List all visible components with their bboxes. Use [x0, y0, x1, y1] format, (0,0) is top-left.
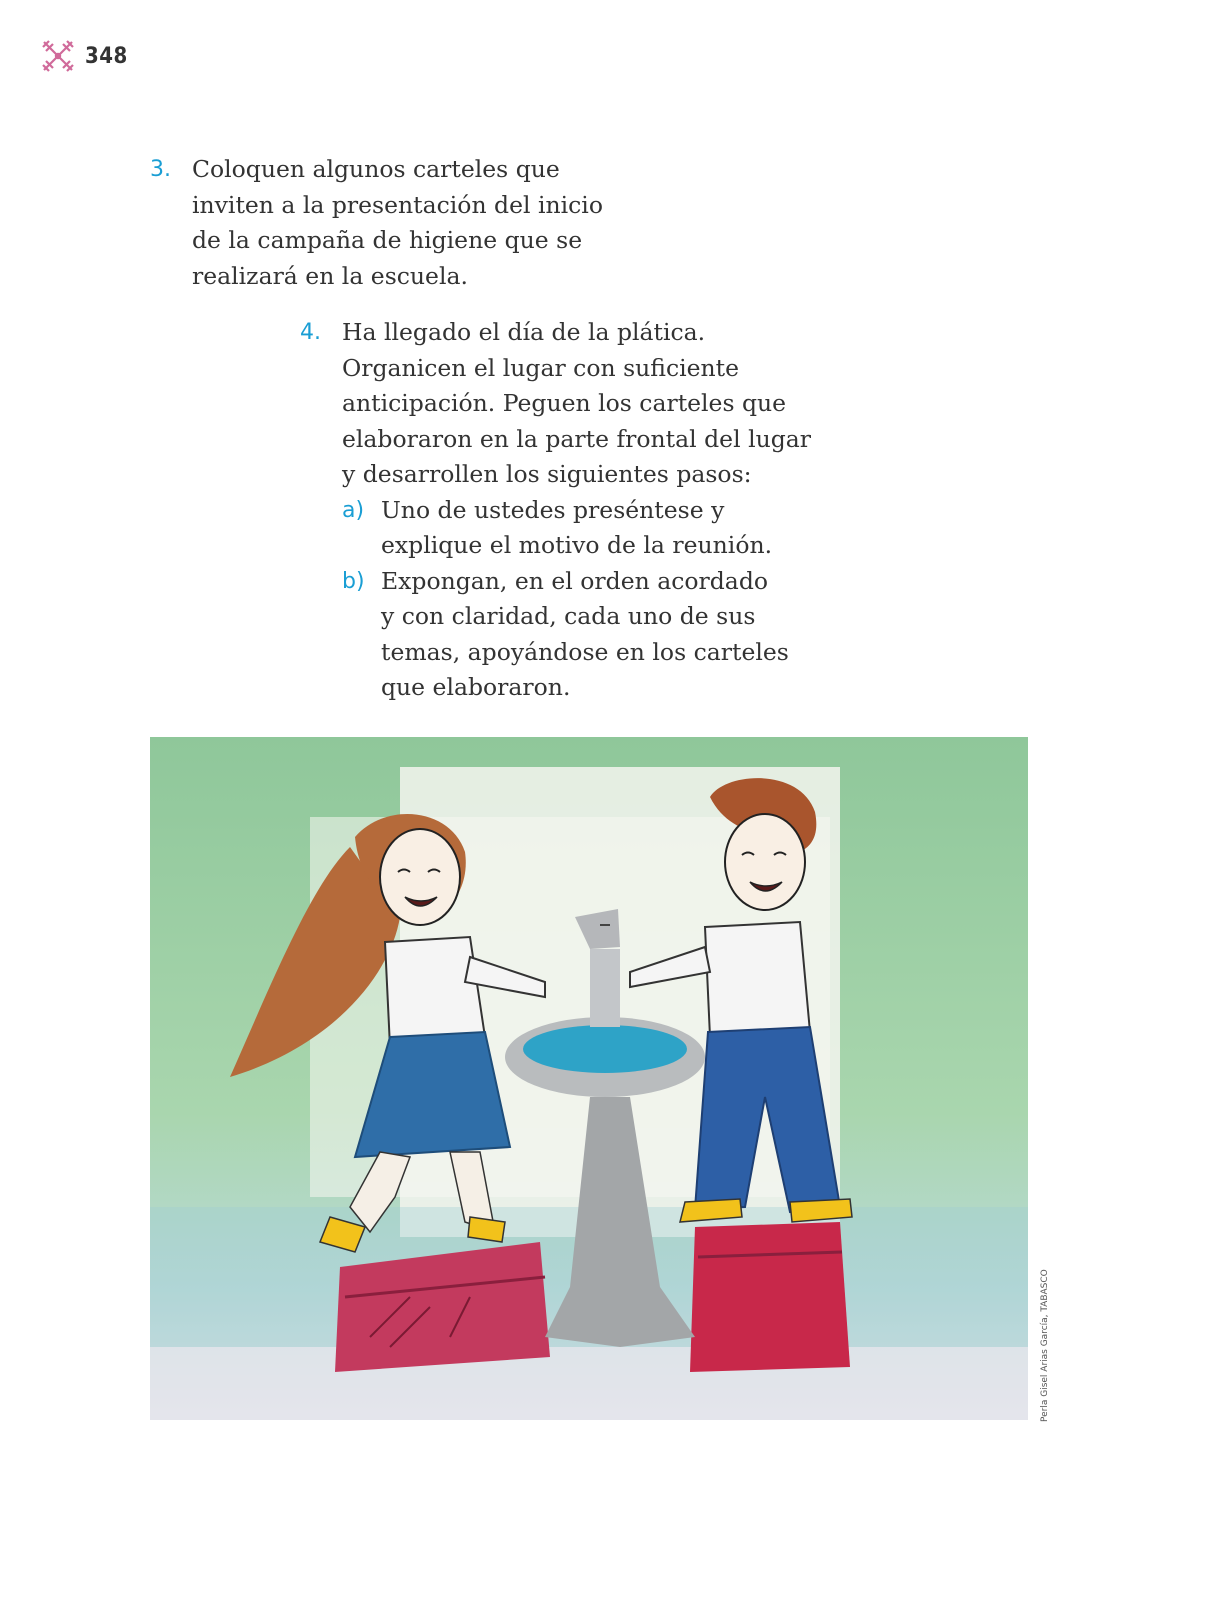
subitem-letter: b) — [342, 568, 365, 594]
subitem-b — [342, 564, 811, 706]
subitem-a — [342, 493, 811, 564]
page-header — [40, 38, 128, 74]
item-text-line: Coloquen algunos carteles que — [192, 155, 560, 183]
subitem-text-line: y con claridad, cada uno de sus — [381, 602, 756, 630]
item-text-line: de la campaña de higiene que se — [192, 226, 583, 254]
subitem-text-line: Expongan, en el orden acordado — [381, 566, 769, 595]
subitem-text-line: Uno de ustedes preséntese y — [381, 495, 725, 524]
item-text-line: anticipación. Peguen los carteles que — [342, 389, 787, 417]
handwashing-illustration — [150, 737, 1028, 1420]
instruction-item-4 — [300, 315, 811, 706]
subitem-letter: a) — [342, 497, 365, 523]
item-text-line: realizará en la escuela. — [192, 261, 468, 290]
item-text-line: Ha llegado el día de la plática. — [342, 318, 706, 346]
item-text-line: y desarrollen los siguientes pasos: — [342, 460, 752, 488]
subitem-text-line: que elaboraron. — [381, 673, 571, 701]
subitem-text-line: temas, apoyándose en los carteles — [381, 637, 789, 666]
page-number: 348 — [85, 43, 128, 69]
cross-ornament-icon — [40, 38, 76, 74]
item-text-line: elaboraron en la parte frontal del lugar — [342, 424, 812, 453]
item-number: 4. — [300, 320, 321, 345]
item-text-line: Organicen el lugar con suficiente — [342, 353, 740, 382]
subitem-text-line: explique el motivo de la reunión. — [381, 531, 773, 559]
item-text-line: inviten a la presentación del inicio — [192, 190, 603, 219]
illustration-credit: Perla Gisel Arias García, TABASCO — [1040, 1269, 1050, 1422]
item-number: 3. — [150, 157, 171, 182]
instruction-item-3 — [150, 152, 603, 294]
